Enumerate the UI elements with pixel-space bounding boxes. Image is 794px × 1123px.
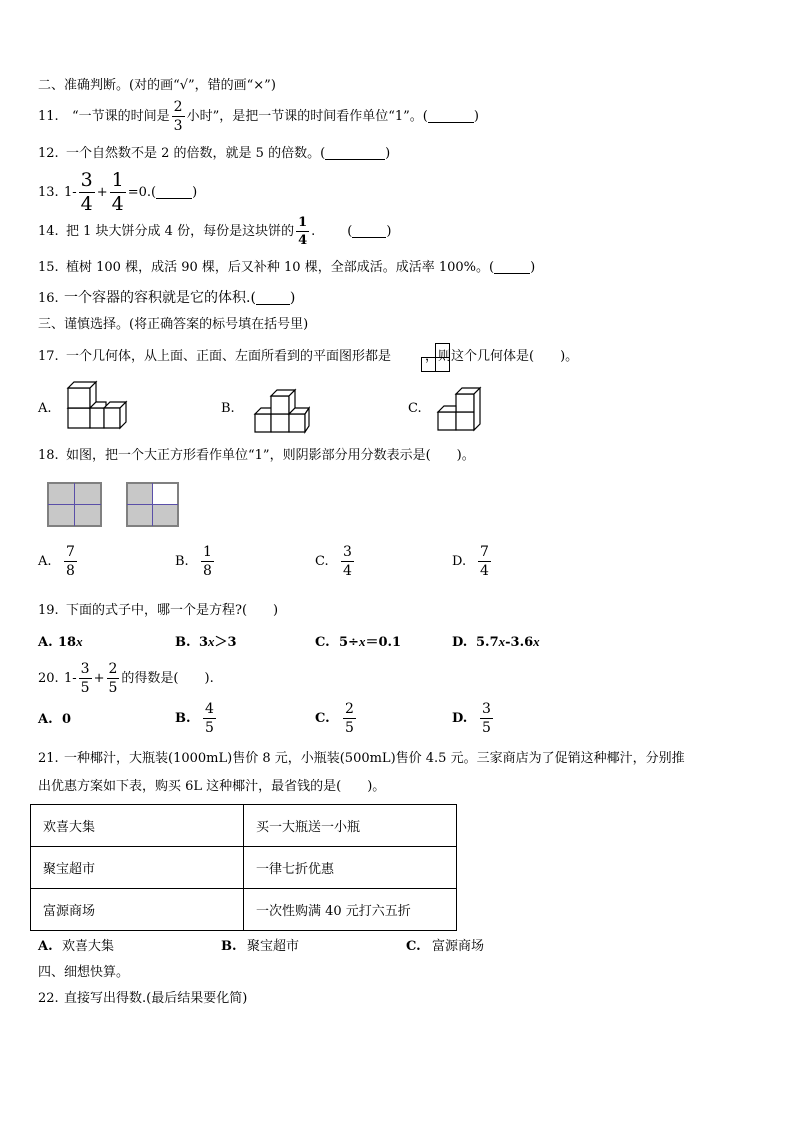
fraction-three-quarters: $\frac{3}{4}$ (343, 544, 352, 579)
option-c[interactable]: C. $\frac{2}{5}$ (315, 701, 354, 736)
expr-equals: =0.( (127, 185, 157, 200)
question-text-post: 小时”，是把一节课的时间看作单位“1”。( (186, 109, 428, 124)
question-text: 直接写出得数.(最后结果要化简) (64, 991, 248, 1006)
question-text: 下面的式子中，哪一个是方程?( ) (66, 603, 279, 618)
fraction-two-thirds: $\frac{2}{3}$ (173, 99, 183, 134)
close-paren: ) (473, 109, 479, 124)
question-17 (38, 350, 578, 363)
answer-blank[interactable] (352, 225, 386, 238)
question-number: 22. (38, 991, 59, 1006)
fraction-seven-eighths: $\frac{7}{8}$ (66, 544, 75, 579)
option-a[interactable]: A. $\frac{7}{8}$ (38, 544, 75, 579)
question-text: “一节课的时间是 (72, 109, 170, 124)
cube-figure-c (436, 384, 482, 432)
plus-sign: + (93, 671, 105, 686)
question-18 (38, 449, 475, 462)
cube-figure-b (251, 386, 311, 434)
question-number: 20. (38, 671, 59, 686)
view-shape-icon (391, 350, 425, 360)
answer-blank[interactable] (256, 292, 290, 305)
square-figure-three-quarters (126, 482, 180, 528)
question-number: 17. (38, 349, 59, 364)
fraction-seven-quarters: $\frac{7}{4}$ (480, 544, 489, 579)
fraction-two-fifths: $\frac{2}{5}$ (108, 661, 118, 696)
fraction-two-fifths: $\frac{2}{5}$ (345, 701, 354, 736)
question-text: 一个容器的容积就是它的体积.( (64, 290, 256, 306)
promotion-table (30, 804, 457, 931)
option-a[interactable]: A. 欢喜大集 (38, 939, 115, 954)
question-number: 19. (38, 603, 59, 618)
table-row (31, 847, 457, 889)
question-20 (38, 662, 214, 695)
close-paren: ) (386, 224, 392, 239)
section-2-title: 二、准确判断。(对的画“√”，错的画“×”) (38, 78, 276, 93)
question-number: 14. (38, 224, 59, 239)
option-b[interactable]: B. $\frac{1}{8}$ (175, 544, 212, 579)
option-c[interactable]: C. (408, 401, 422, 416)
offer-cell: 一律七折优惠 (244, 847, 457, 889)
answer-blank[interactable] (494, 261, 530, 274)
option-b[interactable]: B. (221, 401, 235, 416)
table-row (31, 889, 457, 931)
answer-blank[interactable] (428, 110, 474, 123)
store-cell: 富源商场 (31, 889, 244, 931)
question-19 (38, 604, 278, 617)
option-b[interactable]: B. $\frac{4}{5}$ (175, 701, 214, 736)
open-paren: ( (347, 224, 353, 239)
question-number: 18. (38, 448, 59, 463)
question-number: 12. (38, 146, 59, 161)
close-paren: ) (192, 185, 198, 200)
question-number: 11. (38, 109, 59, 124)
option-a[interactable]: A. 0 (38, 712, 72, 727)
section-4-title: 四、细想快算。 (38, 965, 130, 980)
option-d[interactable]: D. $\frac{7}{4}$ (452, 544, 489, 579)
table-row (31, 805, 457, 847)
square-figure-full (47, 482, 103, 528)
option-c[interactable]: C. $\frac{3}{4}$ (315, 544, 352, 579)
view-shape-figure (421, 342, 453, 372)
question-13 (38, 171, 197, 214)
fraction-three-fifths: $\frac{3}{5}$ (80, 661, 90, 696)
fraction-four-fifths: $\frac{4}{5}$ (205, 701, 214, 736)
question-text: 一种椰汁，大瓶装(1000mL)售价 8 元，小瓶装(500mL)售价 4.5 元。三家商店为了促销这种椰汁，分别推 (64, 751, 685, 766)
question-11 (38, 100, 479, 133)
offer-cell: 买一大瓶送一小瓶 (244, 805, 457, 847)
question-text: 一个几何体，从上面、正面、左面所看到的平面图形都是 (66, 349, 392, 364)
question-21-line-1 (38, 752, 685, 765)
option-a[interactable]: A. 18x (38, 634, 83, 650)
question-text-post: 的得数是( ). (121, 671, 214, 686)
store-cell: 聚宝超市 (31, 847, 244, 889)
question-text: 如图，把一个大正方形看作单位“1”，则阴影部分用分数表示是( )。 (66, 448, 475, 463)
question-number: 13. (38, 185, 59, 200)
option-a[interactable]: A. (38, 401, 52, 416)
question-number: 15. (38, 260, 59, 275)
fraction-one-quarter: $\frac{1}{4}$ (111, 169, 124, 215)
question-text: 植树 100 棵，成活 90 棵，后又补种 10 棵，全部成活。成活率 100%。( (66, 260, 495, 275)
section-3-title: 三、谨慎选择。(将正确答案的标号填在括号里) (38, 317, 309, 332)
question-number: 16. (38, 291, 59, 306)
answer-blank[interactable] (156, 186, 192, 199)
option-d[interactable]: D. 5.7x-3.6x (452, 634, 540, 650)
option-d[interactable]: D. $\frac{3}{5}$ (452, 701, 491, 736)
store-cell: 欢喜大集 (31, 805, 244, 847)
period: . (311, 224, 316, 239)
answer-blank[interactable] (325, 147, 385, 160)
fraction-three-quarters: $\frac{3}{4}$ (80, 169, 93, 215)
question-16 (38, 291, 295, 305)
question-text: 一个自然数不是 2 的倍数，就是 5 的倍数。( (66, 146, 326, 161)
option-c[interactable]: C. 5÷x＝0.1 (315, 634, 402, 650)
expr-one-minus: 1- (64, 671, 77, 686)
question-text-post: ，则这个几何体是( )。 (425, 349, 579, 364)
option-c[interactable]: C. 富源商场 (406, 939, 485, 954)
fraction-three-fifths: $\frac{3}{5}$ (482, 701, 491, 736)
close-paren: ) (289, 290, 296, 306)
option-b[interactable]: B. 3x＞3 (175, 634, 237, 650)
question-14 (38, 216, 391, 247)
cube-figure-a (64, 384, 128, 430)
close-paren: ) (530, 260, 536, 275)
expr-one-minus: 1- (64, 185, 77, 200)
question-21-line-2: 出优惠方案如下表，购买 6L 这种椰汁，最省钱的是( )。 (38, 779, 386, 794)
offer-cell: 一次性购满 40 元打六五折 (244, 889, 457, 931)
fraction-one-eighth: $\frac{1}{8}$ (203, 544, 212, 579)
question-text: 把 1 块大饼分成 4 份，每份是这块饼的 (66, 224, 295, 239)
question-15 (38, 261, 535, 274)
close-paren: ) (385, 146, 391, 161)
question-number: 21. (38, 751, 59, 766)
fraction-one-quarter: $\frac{1}{4}$ (298, 215, 308, 248)
question-22 (38, 992, 247, 1005)
option-b[interactable]: B. 聚宝超市 (221, 939, 300, 954)
question-12 (38, 147, 390, 160)
plus-sign: + (96, 185, 108, 200)
